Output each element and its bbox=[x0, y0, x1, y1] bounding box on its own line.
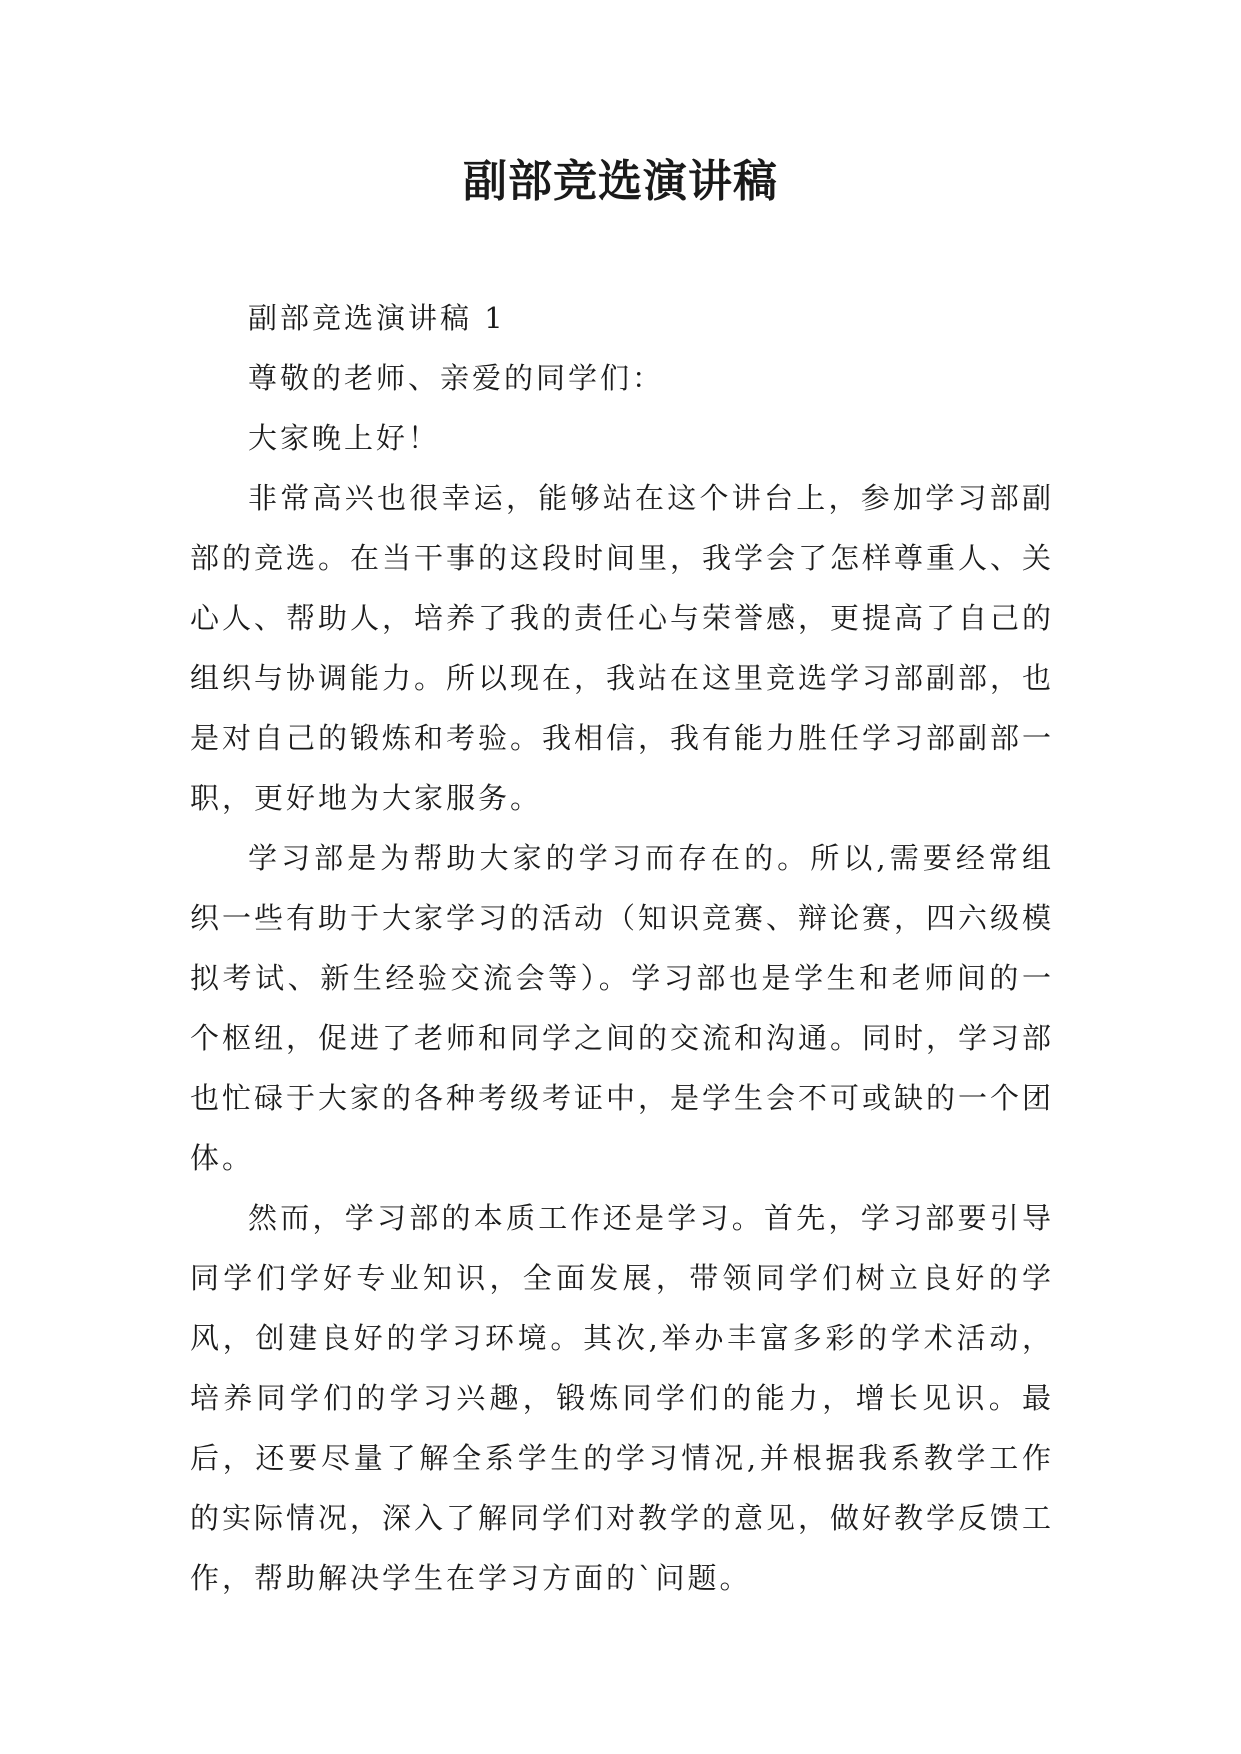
body-paragraph: 然而，学习部的本质工作还是学习。首先，学习部要引导同学们学好专业知识，全面发展，带领同学们树立良好的学风，创建良好的学习环境。其次,举办丰富多彩的学术活动，培养同学们的学习兴趣，锻炼同学们的能力，增长见识。最后，还要尽量了解全系学生的学习情况,并根据我系教学工作的实际情况，深入了解同学们对教学的意见，做好教学反馈工作，帮助解决学生在学习方面的`问题。 bbox=[190, 1201, 1055, 1595]
document-body bbox=[190, 288, 1054, 1608]
subtitle-paragraph: 副部竞选演讲稿 1 bbox=[248, 301, 506, 335]
document-title: 副部竞选演讲稿 bbox=[463, 156, 778, 207]
salutation-paragraph: 尊敬的老师、亲爱的同学们： bbox=[248, 361, 665, 395]
body-paragraph: 非常高兴也很幸运，能够站在这个讲台上，参加学习部副部的竞选。在当干事的这段时间里，我学会了怎样尊重人、关心人、帮助人，培养了我的责任心与荣誉感，更提高了自己的组织与协调能力。所以现在，我站在这里竞选学习部副部，也是对自己的锻炼和考验。我相信，我有能力胜任学习部副部一职，更好地为大家服务。 bbox=[190, 481, 1055, 815]
body-paragraph: 学习部是为帮助大家的学习而存在的。所以,需要经常组织一些有助于大家学习的活动（知识竞赛、辩论赛，四六级模拟考试、新生经验交流会等）。学习部也是学生和老师间的一个枢纽，促进了老师和同学之间的交流和沟通。同时，学习部也忙碌于大家的各种考级考证中，是学生会不可或缺的一个团体。 bbox=[190, 841, 1055, 1175]
greeting-paragraph: 大家晚上好！ bbox=[248, 421, 441, 455]
